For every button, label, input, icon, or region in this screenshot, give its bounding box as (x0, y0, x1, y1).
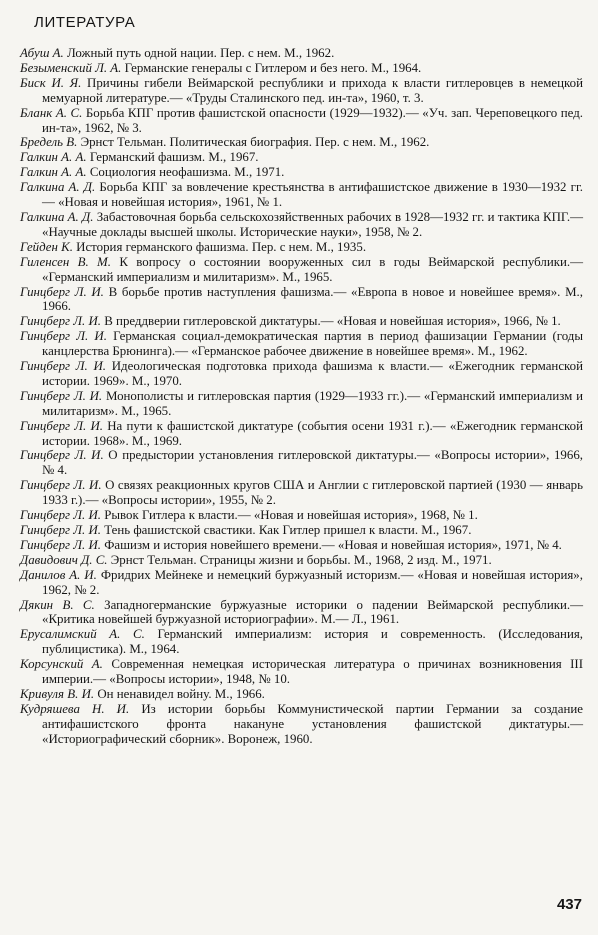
entry-author: Гинцберг Л. И. (20, 537, 101, 552)
entry-author: Галкина А. Д. (20, 180, 96, 195)
entry-author: Бланк А. С. (20, 105, 83, 120)
bibliography-entry (20, 657, 583, 687)
bibliography-entry (20, 255, 583, 285)
entry-text: Эрнст Тельман. Политическая биография. Пер. с нем. М., 1962. (80, 135, 430, 150)
entry-text: Западногерманские буржуазные историки о падении Веймарской республики.— «Критика новейшей буржуазной историографии». М.— Л., 1961. (42, 597, 583, 627)
bibliography-entry (20, 598, 583, 628)
entry-author: Гинцберг Л. И. (20, 478, 102, 493)
bibliography-entry (20, 359, 583, 389)
entry-text: Германский фашизм. М., 1967. (89, 150, 259, 165)
bibliography-entry (20, 285, 583, 315)
entry-author: Галкин А. А. (20, 150, 87, 165)
entry-author: Гинцберг Л. И. (20, 388, 103, 403)
bibliography-list (20, 46, 583, 747)
bibliography-entry (20, 389, 583, 419)
bibliography-entry (20, 46, 583, 61)
bibliography-entry (20, 314, 583, 329)
entry-author: Корсунский А. (20, 657, 103, 672)
entry-author: Безыменский Л. А. (20, 60, 122, 75)
entry-text: Социология неофашизма. М., 1971. (89, 165, 285, 180)
entry-author: Гинцберг Л. И. (20, 329, 107, 344)
entry-author: Гинцберг Л. И. (20, 448, 104, 463)
bibliography-entry (20, 448, 583, 478)
entry-text: В борьбе против наступления фашизма.— «Европа в новое и новейшее время». М., 1966. (42, 284, 583, 314)
bibliography-entry (20, 419, 583, 449)
bibliography-entry (20, 553, 583, 568)
bibliography-entry (20, 180, 583, 210)
entry-author: Бредель В. (20, 135, 78, 150)
entry-author: Биск И. Я. (20, 75, 82, 90)
bibliography-entry (20, 538, 583, 553)
entry-text: Эрнст Тельман. Страницы жизни и борьбы. М., 1968, 2 изд. М., 1971. (110, 552, 492, 567)
running-head: ЛИТЕРАТУРА (34, 14, 136, 31)
bibliography-entry (20, 150, 583, 165)
bibliography-entry (20, 702, 583, 747)
bibliography-entry (20, 568, 583, 598)
bibliography-entry (20, 240, 583, 255)
entry-text: Монополисты и гитлеровская партия (1929—1933 гг.).— «Германский империализм и милитаризм». М., 1965. (42, 388, 583, 418)
entry-text: Борьба КПГ за вовлечение крестьянства в антифашистское движение в 1930—1932 гг.— «Новая и новейшая история», 1961, № 1. (42, 180, 583, 210)
bibliography-entry (20, 165, 583, 180)
bibliography-entry (20, 523, 583, 538)
bibliography-entry (20, 135, 583, 150)
entry-text: На пути к фашистской диктатуре (события осени 1931 г.).— «Ежегодник германской истории. 1968». М., 1969. (42, 418, 583, 448)
bibliography-entry (20, 76, 583, 106)
entry-author: Гинцберг Л. И. (20, 284, 104, 299)
entry-author: Гинцберг Л. И. (20, 314, 101, 329)
entry-author: Кривуля В. И. (20, 686, 95, 701)
entry-author: Давидович Д. С. (20, 552, 108, 567)
entry-author: Ерусалимский А. С. (20, 627, 145, 642)
entry-text: О предыстории установления гитлеровской диктатуры.— «Вопросы истории», 1966, № 4. (42, 448, 583, 478)
entry-author: Кудряшева Н. И. (20, 701, 130, 716)
entry-author: Дякин В. С. (20, 597, 95, 612)
entry-text: О связях реакционных кругов США и Англии с гитлеровской партией (1930 — январь 1933 г.).— «Вопросы истории», 1955, № 2. (42, 478, 583, 508)
entry-author: Гинцберг Л. И. (20, 359, 106, 374)
entry-text: Германская социал-демократическая партия в период фашизации Германии (годы канцлерства Брюнинга).— «Германское рабочее движение в новейшее время». М., 1962. (42, 329, 583, 359)
entry-text: Причины гибели Веймарской республики и прихода к власти гитлеровцев в немецкой мемуарной литературе.— «Труды Сталинского пед. ин-та», 1960, т. 3. (42, 75, 583, 105)
entry-text: История германского фашизма. Пер. с нем. М., 1935. (76, 239, 367, 254)
entry-author: Абуш А. (20, 46, 64, 60)
entry-author: Данилов А. И. (20, 567, 97, 582)
entry-text: Борьба КПГ против фашистской опасности (1929—1932).— «Уч. зап. Череповецкого пед. ин-та», 1962, № 3. (42, 105, 583, 135)
entry-text: Идеологическая подготовка прихода фашизма к власти.— «Ежегодник германской истории. 1969». М., 1970. (42, 359, 583, 388)
bibliography-entry (20, 329, 583, 359)
bibliography-entry (20, 508, 583, 523)
entry-text: Он ненавидел войну. М., 1966. (97, 686, 265, 701)
entry-text: Из истории борьбы Коммунистической партии Германии за создание антифашистского фронта накануне установления фашистской диктатуры.— «Историографический сборник». Воронеж, 1960. (42, 701, 583, 746)
entry-text: Современная немецкая историческая литература о причинах возникновения III империи.— «Вопросы истории», 1948, № 10. (42, 657, 584, 687)
bibliography-entry (20, 106, 583, 136)
entry-text: Тень фашистской свастики. Как Гитлер пришел к власти. М., 1967. (104, 523, 472, 537)
entry-author: Гинцберг Л. И. (20, 508, 101, 523)
bibliography-entry (20, 627, 583, 657)
entry-text: Фашизм и история новейшего времени.— «Новая и новейшая история», 1971, № 4. (104, 537, 562, 552)
entry-text: К вопросу о состоянии вооруженных сил в годы Веймарской республики.— «Германский империализм и милитаризм». М., 1965. (42, 254, 583, 284)
entry-text: Германские генералы с Гитлером и без него. М., 1964. (124, 60, 422, 75)
entry-author: Галкин А. А. (20, 165, 87, 180)
entry-author: Гинцберг Л. И. (20, 523, 101, 537)
bibliography-entry (20, 61, 583, 76)
entry-author: Гейден К. (20, 239, 73, 254)
entry-author: Гиленсен В. М. (20, 254, 111, 269)
entry-text: Рывок Гитлера к власти.— «Новая и новейшая история», 1968, № 1. (104, 508, 478, 523)
entry-author: Галкина А. Д. (20, 209, 94, 224)
entry-text: Забастовочная борьба сельскохозяйственных рабочих в 1928—1932 гг. и тактика КПГ.— «Научные доклады высшей школы. Исторические науки», 1958, № 2. (42, 209, 583, 239)
entry-text: В преддверии гитлеровской диктатуры.— «Новая и новейшая история», 1966, № 1. (104, 314, 561, 329)
entry-author: Гинцберг Л. И. (20, 418, 103, 433)
entry-text: Фридрих Мейнеке и немецкий буржуазный историзм.— «Новая и новейшая история», 1962, № 2. (42, 567, 583, 597)
entry-text: Германский империализм: история и современность. (Исследования, публицистика). М., 1964. (42, 627, 583, 657)
page-number: 437 (556, 896, 582, 913)
bibliography-entry (20, 478, 583, 508)
entry-text: Ложный путь одной нации. Пер. с нем. М., 1962. (67, 46, 335, 60)
bibliography-entry (20, 210, 583, 240)
bibliography-entry (20, 687, 583, 702)
